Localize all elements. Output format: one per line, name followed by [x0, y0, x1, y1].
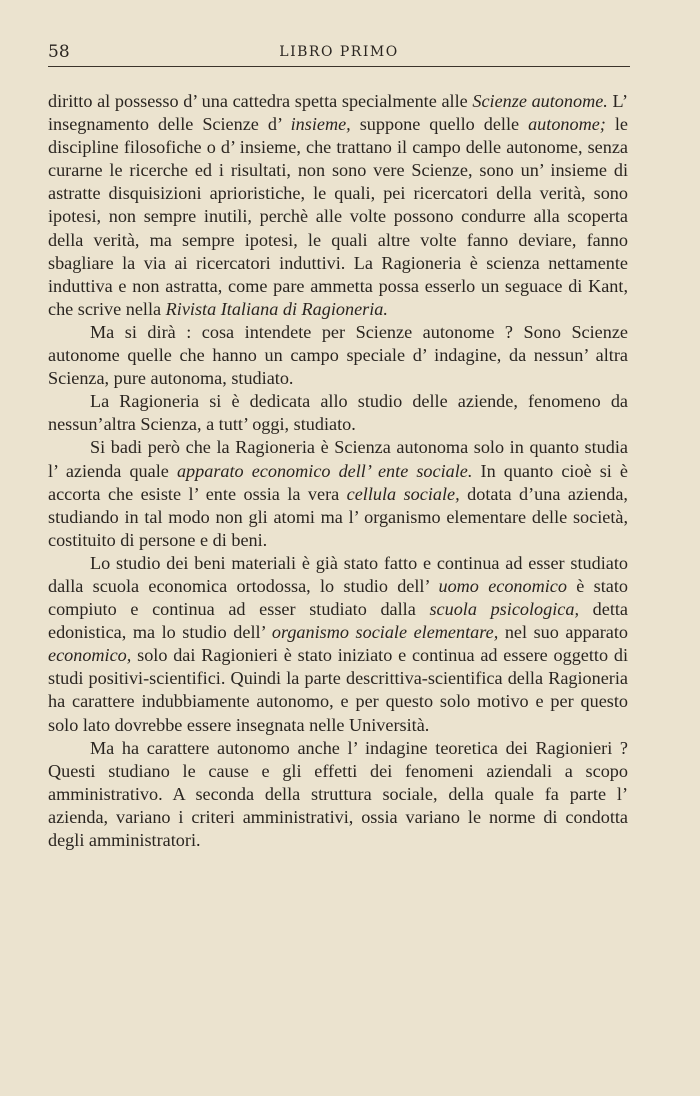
italic-text: cellula sociale, [346, 483, 460, 504]
italic-text: scuola psicologica, [429, 599, 579, 620]
text-segment: detta edonistica, ma lo studio dell’ [48, 599, 628, 643]
text-segment: solo dai Ragionieri è stato iniziato e continua ad essere oggetto di studi positivi-scientifici. Quindi la parte descrittiva-scientifica della Ragioneria ha carattere indubbiamente autonomo, e per questo solo motivo e per questo solo lato dovrebbe essere insegnata nelle Università. [48, 645, 628, 735]
page-number: 58 [48, 42, 70, 62]
paragraph [48, 321, 628, 390]
text-segment: dotata d’una azienda, studiando in tal modo non gli atomi ma l’ organismo elementare delle società, costituito di persone e di beni. [48, 483, 628, 550]
paragraph [48, 436, 628, 551]
paragraph [48, 552, 628, 737]
text-segment: Ma si dirà : cosa intendete per Scienze autonome ? Sono Scienze autonome quelle che hanno un campo speciale d’ indagine, da nessun’ altra Scienza, pure autonoma, studiato. [48, 321, 628, 389]
text-segment: Lo studio dei beni materiali è già stato fatto e continua ad esser studiato dalla scuola economica ortodossa, lo studio dell’ [48, 552, 628, 596]
text-segment: L’ insegnamento delle Scienze d’ [48, 91, 628, 135]
text-segment: Si badi però che la Ragioneria è Scienza autonoma solo in quanto studia l’ azienda quale [48, 437, 628, 481]
paragraph [48, 390, 628, 436]
text-segment: La Ragioneria si è dedicata allo studio delle aziende, fenomeno da nessun’altra Scienza, a tutt’ oggi, studiato. [48, 391, 628, 435]
italic-text: economico, [48, 645, 132, 666]
text-segment: è stato compiuto e continua ad esser studiato dalla [48, 575, 628, 620]
header-rule [48, 66, 630, 67]
text-segment: nel suo apparato [498, 622, 629, 643]
running-head: LIBRO PRIMO [279, 44, 399, 60]
text-segment: Ma ha carattere autonomo anche l’ indagine teoretica dei Ragionieri ? Questi studiano le cause e gli effetti dei fenomeni aziendali a scopo amministrativo. A seconda della struttura sociale, della quale fa parte l’ azienda, variano i criteri amministrativi, ossia variano le norme di condotta degli amministratori. [48, 737, 628, 850]
body-text [48, 90, 628, 852]
text-segment: In quanto cioè si è accorta che esiste l’ ente ossia la vera [48, 460, 628, 504]
text-segment: le discipline filosofiche o d’ insieme, che trattano il campo delle autonome, senza curarne le ricerche ed i risultati, non sono vere Scienze, sono un’ insieme di astratte disquisizioni aprioristiche, le quali, pei ricercatori della verità, sono ipotesi, non sempre inutili, perchè alle volte possono condurre alla scoperta della verità, ma sempre ipotesi, le quali altre volte fanno deviare, fanno sbagliare la via ai ricercatori induttivi. La Ragioneria è scienza nettamente induttiva e non astratta, come pare ammetta possa esserlo un seguace di Kant, che scrive nella [48, 114, 628, 319]
italic-text: uomo economico [438, 575, 567, 596]
text-segment: diritto al possesso d’ una cattedra spetta specialmente alle [48, 91, 473, 111]
italic-text: organismo sociale elementare, [271, 622, 499, 643]
italic-text: autonome; [528, 114, 606, 135]
italic-text: insieme, [290, 114, 351, 135]
paragraph [48, 737, 628, 852]
italic-text: Scienze autonome. [472, 91, 608, 111]
paragraph [48, 90, 628, 321]
italic-text: apparato economico dell’ ente sociale. [176, 460, 473, 481]
text-segment: suppone quello delle [350, 114, 529, 135]
italic-text: Rivista Italiana di Ragioneria. [165, 298, 388, 319]
page-header [48, 40, 630, 68]
